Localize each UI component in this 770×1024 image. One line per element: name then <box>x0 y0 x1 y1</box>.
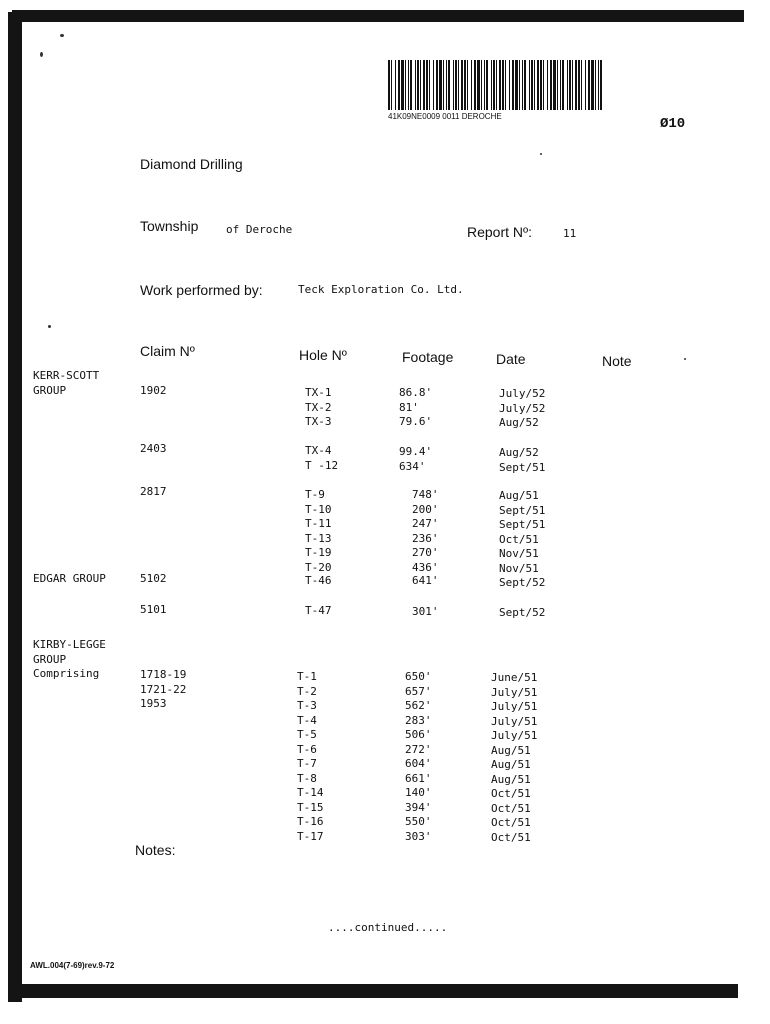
hole-column <box>305 386 332 430</box>
date-value: July/51 <box>491 714 538 728</box>
claim-number: 1721-22 <box>140 682 187 696</box>
date-value: Oct/51 <box>499 532 539 546</box>
work-performed-value: Teck Exploration Co. Ltd. <box>298 283 464 296</box>
date-column <box>499 606 545 621</box>
hole-number: T-19 <box>305 546 332 559</box>
date-value: July/51 <box>491 685 538 699</box>
hole-number: T-46 <box>305 574 332 587</box>
footage-value: 99.4' <box>399 445 433 458</box>
scan-border-left <box>8 12 22 1002</box>
date-column <box>499 489 545 576</box>
continued-text: ....continued..... <box>328 921 448 934</box>
claim-number: 1902 <box>140 384 167 397</box>
claim-number: 1953 <box>140 697 167 710</box>
scan-border-top <box>12 10 744 22</box>
group-label-line: GROUP <box>33 652 67 666</box>
hole-column <box>305 574 332 589</box>
hole-number: T-9 <box>305 488 325 501</box>
hole-number: T-8 <box>297 771 317 785</box>
footage-value: 550' <box>405 815 432 828</box>
claim-cell <box>140 384 167 399</box>
date-value: June/51 <box>491 671 538 684</box>
footage-value: 650' <box>405 670 432 683</box>
date-value: Sept/52 <box>499 606 546 619</box>
footage-value: 748' <box>412 488 439 501</box>
footage-value: 270' <box>412 546 439 559</box>
date-value: Aug/52 <box>499 416 539 429</box>
hole-number: T-2 <box>297 684 317 698</box>
group-label-kerr-scott <box>33 369 99 398</box>
group-label-edgar <box>33 572 106 587</box>
hole-number: TX-2 <box>305 400 332 414</box>
group-label-kirby-legge <box>33 638 106 682</box>
claim-cell <box>140 442 167 457</box>
notes-label: Notes: <box>135 842 176 858</box>
footage-value: 236' <box>412 531 439 545</box>
hole-number: T-1 <box>297 670 317 683</box>
date-value: July/52 <box>499 387 546 400</box>
footage-value: 661' <box>405 771 432 785</box>
hole-number: T-16 <box>297 815 324 828</box>
column-header-note: Note <box>602 353 632 369</box>
date-column <box>491 671 537 845</box>
footage-value: 81' <box>399 400 419 414</box>
claim-cell <box>140 668 186 712</box>
footage-value: 247' <box>412 517 439 530</box>
date-value: Aug/51 <box>491 758 531 771</box>
date-value: Sept/52 <box>499 576 546 589</box>
date-column <box>499 576 545 591</box>
hole-number: T-17 <box>297 829 324 843</box>
hole-column <box>305 604 332 619</box>
footage-column <box>405 670 432 844</box>
date-value: Sept/51 <box>499 460 546 474</box>
footage-value: 641' <box>412 574 439 587</box>
date-value: Nov/51 <box>499 547 539 560</box>
date-value: July/51 <box>491 700 538 713</box>
scan-speck <box>540 153 542 155</box>
work-performed-label: Work performed by: <box>140 282 263 298</box>
footage-value: 79.6' <box>399 415 433 428</box>
hole-number: T-20 <box>305 560 332 574</box>
group-label-line: EDGAR GROUP <box>33 572 106 585</box>
hole-number: TX-3 <box>305 415 332 428</box>
form-title: Diamond Drilling <box>140 156 243 172</box>
claim-cell <box>140 572 167 587</box>
date-value: July/51 <box>491 729 538 742</box>
claim-number: 5102 <box>140 572 167 585</box>
footage-value: 200' <box>412 502 439 516</box>
hole-number: T-6 <box>297 742 317 756</box>
date-value: Oct/51 <box>491 816 531 829</box>
form-code: AWL.004(7-69)rev.9-72 <box>30 961 115 970</box>
date-column <box>499 387 545 431</box>
page-number: Ø10 <box>660 116 686 132</box>
hole-column <box>297 670 324 844</box>
report-value: 11 <box>563 227 577 240</box>
footage-value: 301' <box>412 605 439 618</box>
date-column <box>499 446 545 475</box>
barcode-text: 41K09NE0009 0011 DEROCHE <box>388 112 502 121</box>
date-value: Aug/51 <box>491 743 531 757</box>
date-value: Oct/51 <box>491 830 531 844</box>
township-label: Township <box>140 218 199 234</box>
scan-border-bottom <box>12 984 738 998</box>
date-value: Oct/51 <box>491 801 531 815</box>
claim-number: 2817 <box>140 485 167 498</box>
footage-column <box>412 574 439 589</box>
hole-column <box>305 444 338 473</box>
date-value: Nov/51 <box>499 561 539 575</box>
claim-cell <box>140 485 167 500</box>
footage-value: 86.8' <box>399 386 433 399</box>
claim-cell <box>140 603 167 618</box>
footage-value: 562' <box>405 699 432 712</box>
report-label: Report Nº: <box>467 224 533 240</box>
group-label-line: GROUP <box>33 383 67 397</box>
footage-value: 283' <box>405 713 432 727</box>
date-value: July/52 <box>499 401 546 415</box>
township-value: of Deroche <box>226 223 293 236</box>
date-value: Aug/51 <box>499 489 539 502</box>
claim-number: 2403 <box>140 442 167 455</box>
footage-value: 634' <box>399 459 426 473</box>
hole-number: TX-1 <box>305 386 332 399</box>
column-header-footage: Footage <box>402 349 454 365</box>
footage-value: 604' <box>405 757 432 770</box>
scan-speck <box>40 52 43 57</box>
footage-value: 303' <box>405 829 432 843</box>
footage-value: 272' <box>405 742 432 756</box>
column-header-claim: Claim Nº <box>140 343 195 359</box>
group-label-line: Comprising <box>33 667 100 680</box>
hole-number: T-11 <box>305 517 332 530</box>
footage-value: 394' <box>405 800 432 814</box>
claim-number: 1718-19 <box>140 668 187 681</box>
hole-number: T-15 <box>297 800 324 814</box>
date-value: Aug/51 <box>491 772 531 786</box>
footage-column <box>412 488 439 575</box>
column-header-hole: Hole Nº <box>299 347 347 363</box>
hole-column <box>305 488 332 575</box>
hole-number: T-47 <box>305 604 332 617</box>
scan-speck <box>684 358 686 360</box>
scan-speck <box>60 34 64 37</box>
hole-number: T-7 <box>297 757 317 770</box>
footage-value: 657' <box>405 684 432 698</box>
hole-number: T-4 <box>297 713 317 727</box>
group-label-line: KIRBY-LEGGE <box>33 638 106 651</box>
footage-value: 506' <box>405 728 432 741</box>
hole-number: T-13 <box>305 531 332 545</box>
footage-column <box>412 605 439 620</box>
footage-value: 436' <box>412 560 439 574</box>
date-value: Aug/52 <box>499 446 539 459</box>
footage-value: 140' <box>405 786 432 799</box>
footage-column <box>399 386 432 430</box>
date-value: Oct/51 <box>491 787 531 800</box>
column-header-date: Date <box>496 351 526 367</box>
barcode-image <box>388 60 606 110</box>
scan-speck <box>48 325 51 328</box>
hole-number: T -12 <box>305 458 339 472</box>
hole-number: T-5 <box>297 728 317 741</box>
hole-number: T-14 <box>297 786 324 799</box>
hole-number: T-10 <box>305 502 332 516</box>
date-value: Sept/51 <box>499 503 546 517</box>
claim-number: 5101 <box>140 603 167 616</box>
footage-column <box>399 445 432 474</box>
group-label-line: KERR-SCOTT <box>33 369 100 382</box>
hole-number: T-3 <box>297 699 317 712</box>
date-value: Sept/51 <box>499 518 546 531</box>
hole-number: TX-4 <box>305 444 332 457</box>
